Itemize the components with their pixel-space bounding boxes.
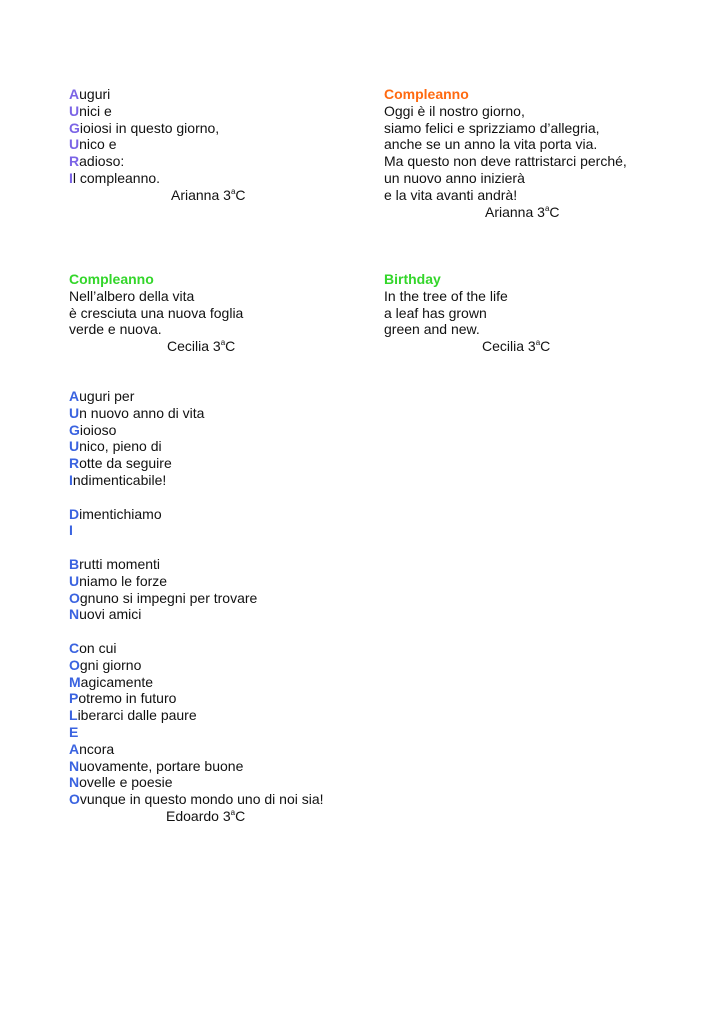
- acrostic-line: [69, 674, 389, 691]
- acrostic-text: ncora: [79, 740, 115, 757]
- acrostic-text: iberarci dalle paure: [77, 707, 197, 724]
- poem-auguri-arianna: [69, 86, 329, 204]
- stanza-gap: [69, 489, 389, 506]
- acrostic-letter: B: [69, 555, 80, 572]
- acrostic-line: [69, 774, 389, 791]
- signature: Arianna 3$^a$C: [171, 186, 246, 203]
- acrostic-line: [69, 506, 389, 523]
- acrostic-letter: M: [69, 673, 81, 690]
- acrostic-text: on cui: [79, 639, 117, 656]
- acrostic-letter: R: [69, 455, 80, 472]
- acrostic-line: [69, 422, 389, 439]
- poem-line: è cresciuta una nuova foglia: [69, 304, 244, 321]
- acrostic-text: ioioso: [79, 421, 117, 438]
- acrostic-text: uguri per: [79, 388, 135, 404]
- poem-title: Birthday: [384, 271, 441, 287]
- poem-line: In the tree of the life: [384, 287, 508, 304]
- poem-line: siamo felici e sprizziamo d’allegria,: [384, 119, 600, 136]
- acrostic-line: [69, 741, 389, 758]
- acrostic-letter: I: [69, 169, 73, 186]
- acrostic-line: [69, 522, 389, 539]
- acrostic-line: [69, 405, 389, 422]
- acrostic-text: n nuovo anno di vita: [79, 404, 205, 421]
- acrostic-letter: U: [69, 136, 80, 153]
- poem-line: a leaf has grown: [384, 304, 487, 321]
- acrostic-line: [69, 573, 389, 590]
- acrostic-line: [69, 438, 389, 455]
- signature: Edoardo 3$^a$C: [166, 807, 246, 824]
- poem-title: Compleanno: [69, 271, 154, 287]
- acrostic-line: [69, 556, 389, 573]
- acrostic-text: adioso:: [79, 153, 125, 170]
- poem-line: green and new.: [384, 321, 480, 338]
- acrostic-letter: D: [69, 505, 80, 522]
- acrostic-line: [69, 388, 389, 405]
- acrostic-text: rutti momenti: [79, 555, 161, 572]
- acrostic-line: [69, 170, 329, 187]
- acrostic-letter: P: [69, 690, 79, 707]
- acrostic-line: [69, 606, 389, 623]
- acrostic-line: [69, 690, 389, 707]
- acrostic-line: [69, 455, 389, 472]
- acrostic-line: [69, 136, 329, 153]
- poem-line: un nuovo anno inizierà: [384, 169, 525, 186]
- acrostic-line: [69, 590, 389, 607]
- acrostic-letter: N: [69, 774, 80, 791]
- acrostic-letter: A: [69, 740, 80, 757]
- acrostic-text: nico e: [79, 136, 117, 153]
- acrostic-text: nico, pieno di: [79, 438, 162, 455]
- acrostic-letter: G: [69, 119, 80, 136]
- poem-line: Oggi è il nostro giorno,: [384, 102, 525, 119]
- acrostic-letter: I: [69, 522, 73, 539]
- acrostic-letter: I: [69, 471, 73, 488]
- acrostic-text: ndimenticabile!: [72, 471, 167, 488]
- acrostic-text: gni giorno: [79, 656, 142, 673]
- acrostic-text: otte da seguire: [79, 455, 172, 472]
- acrostic-text: vunque in questo mondo uno di noi sia!: [79, 791, 324, 808]
- acrostic-letter: O: [69, 656, 80, 673]
- acrostic-line: [69, 707, 389, 724]
- acrostic-letter: L: [69, 707, 78, 724]
- acrostic-letter: R: [69, 153, 80, 170]
- poem-title: Compleanno: [384, 86, 469, 102]
- poem-line: Nell’albero della vita: [69, 287, 195, 304]
- poem-compleanno-arianna: [384, 86, 684, 220]
- acrostic-letter: U: [69, 572, 80, 589]
- signature: Cecilia 3$^a$C: [482, 338, 551, 355]
- acrostic-line: [69, 724, 389, 741]
- acrostic-letter: N: [69, 606, 80, 623]
- poem-acrostic-edoardo: [69, 388, 389, 825]
- poem-birthday-cecilia: [384, 271, 644, 355]
- acrostic-letter: U: [69, 404, 80, 421]
- acrostic-line: [69, 472, 389, 489]
- acrostic-text: uovamente, portare buone: [79, 757, 244, 774]
- acrostic-text: nici e: [79, 102, 112, 119]
- acrostic-text: niamo le forze: [79, 572, 168, 589]
- acrostic-text: ovelle e poesie: [79, 774, 173, 791]
- acrostic-line: [69, 120, 329, 137]
- acrostic-letter: O: [69, 791, 80, 808]
- acrostic-letter: N: [69, 757, 80, 774]
- poem-line: verde e nuova.: [69, 321, 162, 338]
- acrostic-line: [69, 86, 329, 103]
- acrostic-line: [69, 103, 329, 120]
- acrostic-line: [69, 758, 389, 775]
- acrostic-letter: C: [69, 639, 80, 656]
- acrostic-letter: U: [69, 438, 80, 455]
- poem-compleanno-cecilia: [69, 271, 329, 355]
- acrostic-text: l compleanno.: [72, 169, 161, 186]
- acrostic-letter: O: [69, 589, 80, 606]
- acrostic-line: [69, 657, 389, 674]
- acrostic-text: ioiosi in questo giorno,: [79, 119, 220, 136]
- acrostic-line: [69, 640, 389, 657]
- poem-line: e la vita avanti andrà!: [384, 186, 518, 203]
- acrostic-line: [69, 153, 329, 170]
- stanza-gap: [69, 623, 389, 640]
- acrostic-letter: U: [69, 102, 80, 119]
- acrostic-letter: G: [69, 421, 80, 438]
- acrostic-text: otremo in futuro: [78, 690, 177, 707]
- acrostic-text: gnuno si impegni per trovare: [79, 589, 258, 606]
- poem-line: Ma questo non deve rattristarci perché,: [384, 153, 627, 170]
- acrostic-text: imentichiamo: [79, 505, 162, 522]
- poem-line: anche se un anno la vita porta via.: [384, 136, 598, 153]
- acrostic-text: uguri: [79, 86, 111, 102]
- acrostic-line: [69, 791, 389, 808]
- stanza-gap: [69, 539, 389, 556]
- signature: Arianna 3$^a$C: [485, 203, 560, 220]
- acrostic-letter: A: [69, 388, 80, 404]
- acrostic-text: uovi amici: [79, 606, 142, 623]
- acrostic-letter: E: [69, 723, 79, 740]
- acrostic-text: agicamente: [80, 673, 154, 690]
- acrostic-letter: A: [69, 86, 80, 102]
- signature: Cecilia 3$^a$C: [167, 338, 236, 355]
